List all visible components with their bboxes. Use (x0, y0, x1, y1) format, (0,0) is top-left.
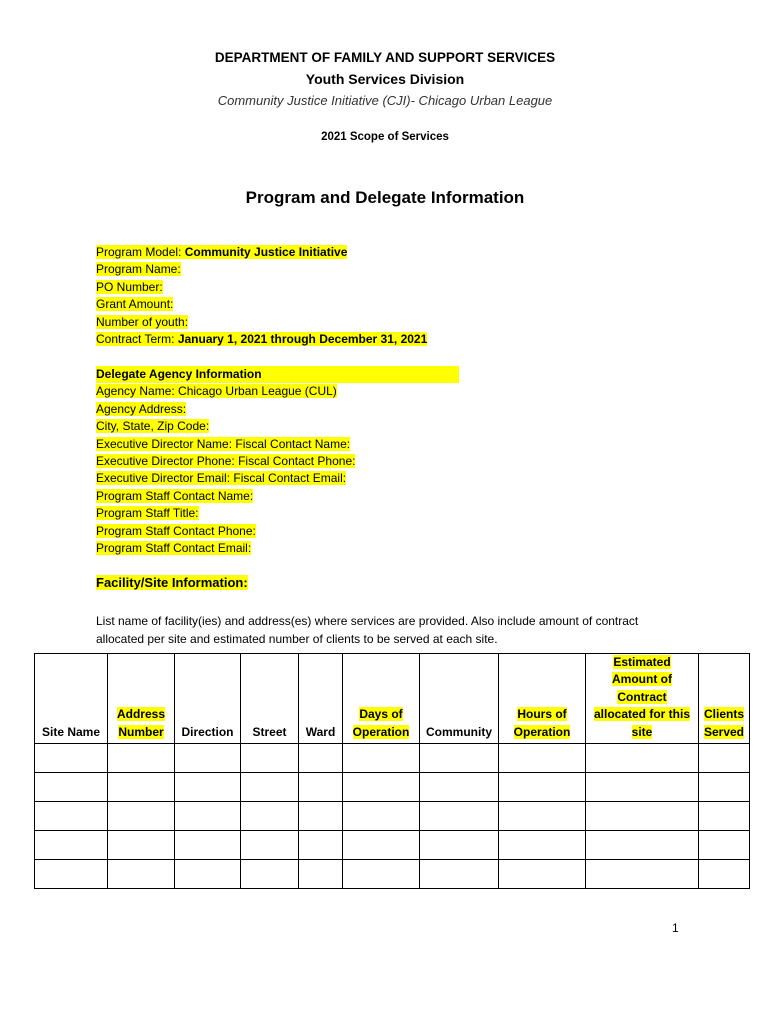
page-number: 1 (672, 921, 679, 935)
table-cell[interactable] (699, 773, 750, 802)
agency-info (96, 366, 459, 557)
program-info (96, 244, 427, 348)
table-cell[interactable] (343, 860, 420, 889)
table-cell[interactable] (175, 860, 241, 889)
table-cell[interactable] (299, 802, 343, 831)
table-cell[interactable] (299, 773, 343, 802)
table-cell[interactable] (699, 744, 750, 773)
division-title: Youth Services Division (305, 71, 465, 87)
column-header: Hours of Operation (499, 654, 586, 744)
table-cell[interactable] (343, 744, 420, 773)
table-cell[interactable] (499, 744, 586, 773)
section-title: Program and Delegate Information (245, 188, 525, 207)
table-cell[interactable] (108, 773, 175, 802)
agency-field: Agency Address: (96, 401, 187, 416)
table-cell[interactable] (699, 860, 750, 889)
table-cell[interactable] (343, 773, 420, 802)
table-cell[interactable] (35, 802, 108, 831)
facility-instructions: List name of facility(ies) and address(es) where services are provided. Also include amount of contract allocated per site and estimated number of clients to be served at each site. (96, 614, 639, 646)
table-cell[interactable] (343, 831, 420, 860)
agency-field: Program Staff Contact Phone: (96, 523, 256, 538)
agency-field: Program Staff Contact Name: (96, 488, 254, 503)
department-title: DEPARTMENT OF FAMILY AND SUPPORT SERVICES (214, 50, 556, 65)
table-header-row (35, 654, 750, 744)
table-row (35, 744, 750, 773)
table-cell[interactable] (175, 802, 241, 831)
table-cell[interactable] (108, 802, 175, 831)
agency-field: Program Staff Title: (96, 506, 199, 521)
table-cell[interactable] (108, 860, 175, 889)
table-cell[interactable] (241, 831, 299, 860)
table-cell[interactable] (241, 773, 299, 802)
number-of-youth-field: Number of youth: (96, 314, 189, 329)
column-header: Street (241, 654, 299, 744)
column-header: Site Name (35, 654, 108, 744)
facility-heading: Facility/Site Information: (96, 575, 248, 590)
table-cell[interactable] (299, 860, 343, 889)
table-cell[interactable] (586, 860, 699, 889)
table-cell[interactable] (35, 831, 108, 860)
column-header: Clients Served (699, 654, 750, 744)
table-cell[interactable] (343, 802, 420, 831)
table-row (35, 831, 750, 860)
column-header: Estimated Amount of Contract allocated for this site (586, 654, 699, 744)
agency-field: Executive Director Email: Fiscal Contact Email: (96, 471, 347, 486)
table-cell[interactable] (108, 744, 175, 773)
agency-field: City, State, Zip Code: (96, 419, 210, 434)
table-cell[interactable] (420, 802, 499, 831)
table-cell[interactable] (35, 744, 108, 773)
table-cell[interactable] (420, 831, 499, 860)
po-number-field: PO Number: (96, 279, 163, 294)
agency-field: Program Staff Contact Email: (96, 540, 252, 555)
column-header: Days of Operation (343, 654, 420, 744)
table-cell[interactable] (699, 831, 750, 860)
table-cell[interactable] (699, 802, 750, 831)
table-cell[interactable] (499, 773, 586, 802)
table-row (35, 802, 750, 831)
scope-title: 2021 Scope of Services (321, 131, 449, 143)
table-row (35, 860, 750, 889)
initiative-subtitle: Community Justice Initiative (CJI)- Chicago Urban League (217, 93, 553, 108)
column-header: Ward (299, 654, 343, 744)
column-header: Direction (175, 654, 241, 744)
agency-heading: Delegate Agency Information (96, 366, 459, 383)
agency-field: Executive Director Phone: Fiscal Contact Phone: (96, 453, 356, 468)
table-cell[interactable] (299, 744, 343, 773)
table-cell[interactable] (499, 802, 586, 831)
table-cell[interactable] (175, 773, 241, 802)
table-cell[interactable] (420, 860, 499, 889)
table-cell[interactable] (420, 744, 499, 773)
program-name-field: Program Name: (96, 262, 181, 277)
program-model-field: Program Model: Community Justice Initiative (96, 245, 348, 259)
table-row (35, 773, 750, 802)
table-cell[interactable] (241, 860, 299, 889)
table-cell[interactable] (586, 802, 699, 831)
table-cell[interactable] (499, 860, 586, 889)
column-header: Community (420, 654, 499, 744)
table-cell[interactable] (35, 773, 108, 802)
table-cell[interactable] (175, 744, 241, 773)
table-cell[interactable] (241, 744, 299, 773)
table-cell[interactable] (499, 831, 586, 860)
grant-amount-field: Grant Amount: (96, 297, 174, 312)
table-cell[interactable] (586, 744, 699, 773)
site-information-table (34, 653, 750, 889)
contract-term-field: Contract Term: January 1, 2021 through December 31, 2021 (96, 331, 428, 346)
table-cell[interactable] (586, 831, 699, 860)
table-cell[interactable] (420, 773, 499, 802)
table-cell[interactable] (241, 802, 299, 831)
table-cell[interactable] (586, 773, 699, 802)
agency-field: Agency Name: Chicago Urban League (CUL) (96, 384, 337, 399)
table-cell[interactable] (35, 860, 108, 889)
table-cell[interactable] (108, 831, 175, 860)
column-header: Address Number (108, 654, 175, 744)
table-cell[interactable] (175, 831, 241, 860)
table-cell[interactable] (299, 831, 343, 860)
agency-field: Executive Director Name: Fiscal Contact Name: (96, 436, 351, 451)
